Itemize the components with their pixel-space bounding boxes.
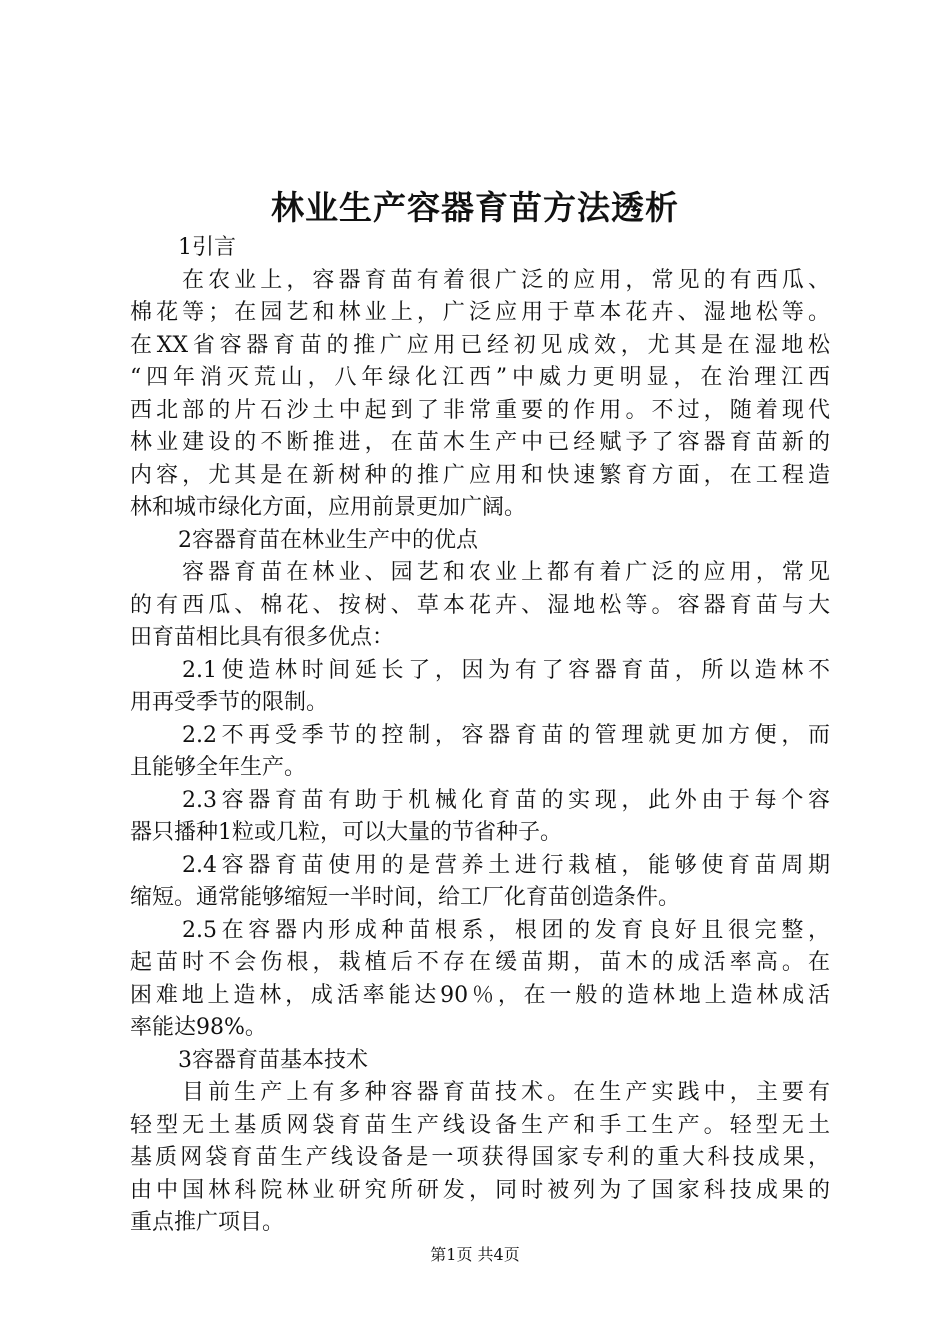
body-line: 棉花等；在园艺和林业上，广泛应用于草本花卉、湿地松等。 (130, 300, 830, 325)
page-footer: 第1页 共4页 (430, 1245, 520, 1264)
paragraph-first-line: 2.1使造林时间延长了，因为有了容器育苗，所以造林不 (182, 657, 830, 683)
body-line: 在XX省容器育苗的推广应用已经初见成效，尤其是在湿地松 (130, 332, 830, 358)
paragraph-first-line: 2.4容器育苗使用的是营养土进行栽植，能够使育苗周期 (182, 852, 830, 878)
body-line: 轻型无土基质网袋育苗生产线设备生产和手工生产。轻型无土 (130, 1112, 830, 1138)
body-line: 基质网袋育苗生产线设备是一项获得国家专利的重大科技成果， (130, 1145, 830, 1170)
document-title: 林业生产容器育苗方法透析 (271, 188, 679, 227)
paragraph-last-line: 且能够全年生产。 (130, 755, 307, 780)
body-line: 内容，尤其是在新树种的推广应用和快速繁育方面，在工程造 (130, 462, 830, 488)
body-line: 的有西瓜、棉花、按树、草本花卉、湿地松等。容器育苗与大 (130, 592, 830, 618)
paragraph-last-line: 率能达98%。 (130, 1015, 267, 1040)
paragraph-last-line: 林和城市绿化方面，应用前景更加广阔。 (130, 495, 527, 520)
body-line: 西北部的片石沙土中起到了非常重要的作用。不过，随着现代 (130, 397, 830, 423)
paragraph-first-line: 2.5在容器内形成种苗根系，根团的发育良好且很完整， (182, 917, 830, 943)
paragraph-last-line: 田育苗相比具有很多优点： (130, 625, 395, 650)
document-body (130, 232, 830, 1240)
paragraph-last-line: 缩短。通常能够缩短一半时间，给工厂化育苗创造条件。 (130, 885, 681, 910)
paragraph-first-line: 容器育苗在林业、园艺和农业上都有着广泛的应用，常见 (182, 560, 830, 585)
paragraph-first-line: 目前生产上有多种容器育苗技术。在生产实践中，主要有 (182, 1080, 830, 1105)
body-line: 由中国林科院林业研究所研发，同时被列为了国家科技成果的 (130, 1177, 830, 1203)
paragraph-last-line: 器只播种1粒或几粒，可以大量的节省种子。 (130, 820, 562, 845)
paragraph-last-line: 重点推广项目。 (130, 1210, 285, 1235)
body-line: 林业建设的不断推进，在苗木生产中已经赋予了容器育苗新的 (130, 430, 830, 455)
paragraph-first-line: 在农业上，容器育苗有着很广泛的应用，常见的有西瓜、 (182, 267, 830, 293)
paragraph-last-line: 用再受季节的限制。 (130, 690, 329, 715)
section-heading: 1引言 (178, 235, 236, 260)
section-heading: 3容器育苗基本技术 (178, 1047, 368, 1073)
paragraph-first-line: 2.2不再受季节的控制，容器育苗的管理就更加方便，而 (182, 722, 830, 748)
body-line: 困难地上造林，成活率能达90％，在一般的造林地上造林成活 (130, 982, 830, 1008)
body-line: 起苗时不会伤根，栽植后不存在缓苗期，苗木的成活率高。在 (130, 950, 830, 975)
body-line: “四年消灭荒山，八年绿化江西”中威力更明显，在治理江西 (130, 365, 830, 390)
section-heading: 2容器育苗在林业生产中的优点 (178, 527, 478, 553)
paragraph-first-line: 2.3容器育苗有助于机械化育苗的实现，此外由于每个容 (182, 787, 830, 813)
